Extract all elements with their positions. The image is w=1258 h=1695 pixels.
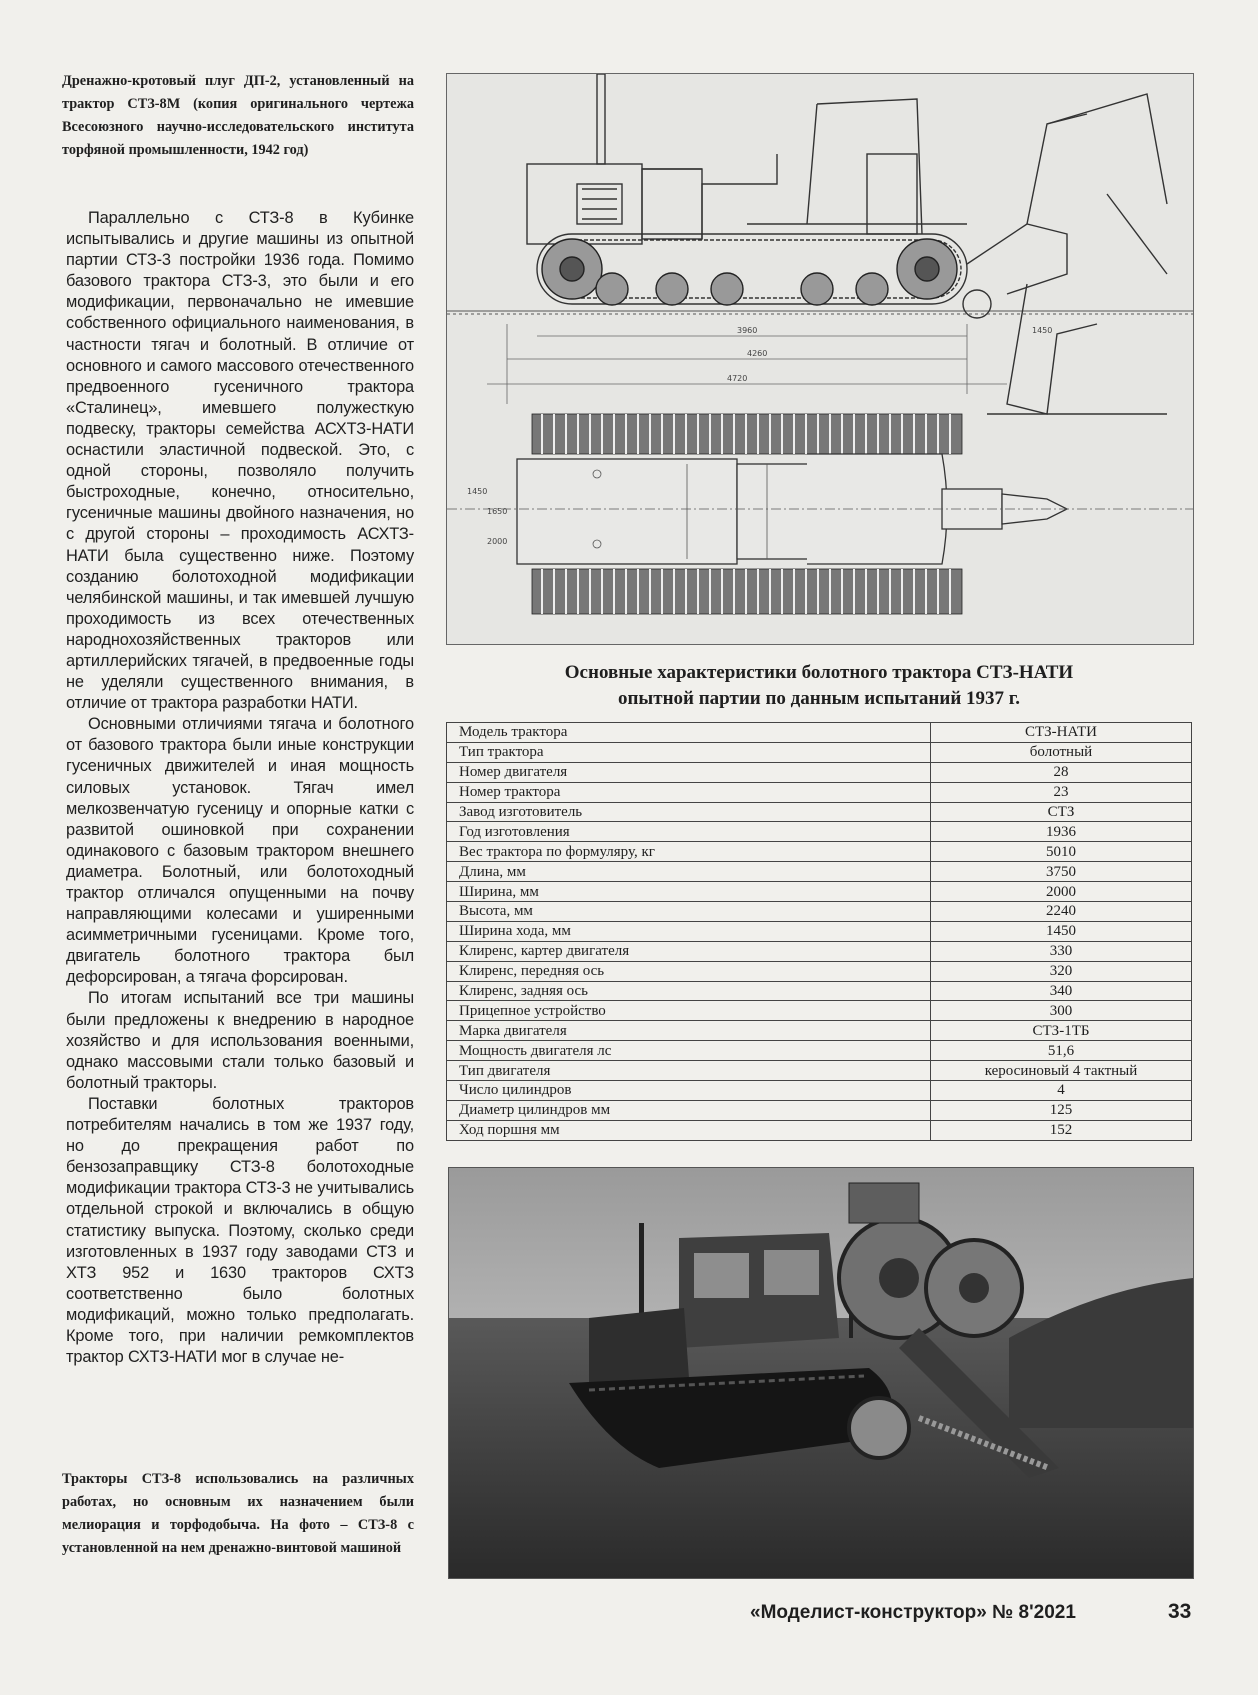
table-row [447,1061,1192,1081]
table-row [447,941,1192,961]
drawing-dimension: 2000 [487,537,508,546]
spec-name-cell: Год изготовления [447,822,931,842]
spec-value-cell: 51,6 [931,1041,1192,1061]
table-row [447,723,1192,743]
drawing-caption: Дренажно-кротовый плуг ДП-2, установленный на трактор СТЗ-8М (копия оригинального чертежа Всесоюзного научно-исследовательского института торфяной промышленности, 1942 год) [62,73,414,158]
spec-value-cell: керосиновый 4 тактный [931,1061,1192,1081]
table-row [447,1021,1192,1041]
spec-value-cell: 2240 [931,902,1192,922]
spec-name-cell: Ход поршня мм [447,1120,931,1140]
magazine-title: «Моделист-конструктор» № 8'2021 [750,1602,1076,1623]
article-paragraph: Поставки болотных тракторов потребителям начались в том же 1937 году, но до прекращения работ по бензозаправщику СТЗ-8 болотоходные модификации трактора СТЗ-3 не учитывались отдельной строкой и включались в общую статистику выпуска. Поэтому, сколько среди изготовленных в 1937 году заводами СТЗ и ХТЗ 952 и 1630 тракторов СХТЗ соответственно было болотных модификаций, можно только предполагать. Кроме того, при наличии ремкомплектов трактор СХТЗ-НАТИ мог в случае не- [66,1094,414,1367]
technical-drawing [446,73,1194,645]
spec-name-cell: Тип трактора [447,742,931,762]
spec-value-cell: 125 [931,1100,1192,1120]
spec-name-cell: Ширина хода, мм [447,921,931,941]
table-row [447,842,1192,862]
spec-name-cell: Модель трактора [447,723,931,743]
spec-table [446,722,1192,1141]
spec-value-cell: болотный [931,742,1192,762]
table-row [447,1001,1192,1021]
spec-name-cell: Длина, мм [447,862,931,882]
article-paragraph: По итогам испытаний все три машины были предложены к внедрению в народное хозяйство и для использования военными, однако массовыми стали только базовый и болотный тракторы. [66,989,414,1092]
table-row [447,862,1192,882]
spec-name-cell: Марка двигателя [447,1021,931,1041]
table-row [447,782,1192,802]
spec-name-cell: Клиренс, передняя ось [447,961,931,981]
drawing-dimension: 3960 [737,326,758,335]
spec-name-cell: Завод изготовитель [447,802,931,822]
spec-name-cell: Номер трактора [447,782,931,802]
article-body [66,208,414,1368]
spec-value-cell: 3750 [931,862,1192,882]
table-row [447,1120,1192,1140]
spec-value-cell: СТЗ [931,802,1192,822]
spec-name-cell: Клиренс, задняя ось [447,981,931,1001]
spec-name-cell: Тип двигателя [447,1061,931,1081]
photo-caption: Тракторы СТЗ-8 использовались на различных работах, но основным их назначением были мелиорация и торфодобыча. На фото – СТЗ-8 с установленной на нем дренажно-винтовой машиной [62,1471,414,1556]
spec-value-cell: 152 [931,1120,1192,1140]
table-row [447,981,1192,1001]
drawing-dimension: 1450 [467,487,488,496]
spec-name-cell: Высота, мм [447,902,931,922]
table-row [447,1081,1192,1101]
spec-value-cell: СТЗ-НАТИ [931,723,1192,743]
article-paragraph: Параллельно с СТЗ-8 в Кубинке испытывались и другие машины из опытной партии СТЗ-3 постройки 1936 года. Помимо базового трактора СТЗ-3, это были и его модификации, первоначально не имевшие собственного официального наименования, в частности тягач и болотный. В отличие от основного и самого массового отечественного предвоенного гусеничного трактора «Сталинец», имевшего полужесткую подвеску, тракторы семейства АСХТЗ-НАТИ оснастили эластичной подвеской. Это, с одной стороны, позволяло получить быстроходные, конечно, относительно, гусеничные машины двойного назначения, но с другой стороны – проходимость АСХТЗ-НАТИ была существенно ниже. Поэтому созданию болотоходной модификации челябинской машины, и так имевшей лучшую проходимость из всех отечественных народнохозяйственных тракторов или артиллерийских тягачей, в предвоенные годы не уделяли существенного внимания, в отличие от трактора разработки НАТИ. [66,209,414,713]
spec-name-cell: Прицепное устройство [447,1001,931,1021]
table-row [447,742,1192,762]
spec-value-cell: 1450 [931,921,1192,941]
spec-value-cell: 2000 [931,882,1192,902]
spec-value-cell: СТЗ-1ТБ [931,1021,1192,1041]
spec-value-cell: 4 [931,1081,1192,1101]
tractor-photo [448,1167,1194,1579]
page-number: 33 [1168,1600,1192,1623]
spec-name-cell: Ширина, мм [447,882,931,902]
table-row [447,921,1192,941]
spec-value-cell: 340 [931,981,1192,1001]
table-title [446,660,1192,712]
table-row [447,822,1192,842]
spec-name-cell: Мощность двигателя лс [447,1041,931,1061]
drawing-dimension: 1450 [1032,326,1053,335]
spec-name-cell: Клиренс, картер двигателя [447,941,931,961]
drawing-dimension: 4260 [747,349,768,358]
spec-value-cell: 23 [931,782,1192,802]
spec-name-cell: Число цилиндров [447,1081,931,1101]
article-paragraph: Основными отличиями тягача и болотного от базового трактора были иные конструкции гусеничных движителей и иная мощность силовых установок. Тягач имел мелкозвенчатую гусеницу и опорные катки с развитой ошиновкой при сохранении одинакового с базовым трактором внешнего диаметра. Болотный, или болотоходный трактор отличался опущенными на почву направляющими колесами и уширенными асимметричными гусеницами. Кроме того, двигатель болотного трактора был дефорсирован, а тягача форсирован. [66,715,414,987]
table-row [447,902,1192,922]
drawing-dimension: 4720 [727,374,748,383]
tractor-photo-image [449,1168,1193,1578]
spec-name-cell: Номер двигателя [447,762,931,782]
spec-name-cell: Диаметр цилиндров мм [447,1100,931,1120]
table-title-line: Основные характеристики болотного трактора СТЗ-НАТИ [564,662,1074,683]
table-row [447,1041,1192,1061]
spec-value-cell: 28 [931,762,1192,782]
spec-value-cell: 1936 [931,822,1192,842]
tractor-plow-drawing [447,74,1193,644]
table-row [447,802,1192,822]
table-row [447,961,1192,981]
table-title-line: опытной партии по данным испытаний 1937 г. [617,688,1021,709]
spec-value-cell: 330 [931,941,1192,961]
drawing-dimension: 1650 [487,507,508,516]
spec-value-cell: 300 [931,1001,1192,1021]
table-row [447,762,1192,782]
table-row [447,1100,1192,1120]
spec-value-cell: 320 [931,961,1192,981]
spec-value-cell: 5010 [931,842,1192,862]
table-row [447,882,1192,902]
spec-name-cell: Вес трактора по формуляру, кг [447,842,931,862]
